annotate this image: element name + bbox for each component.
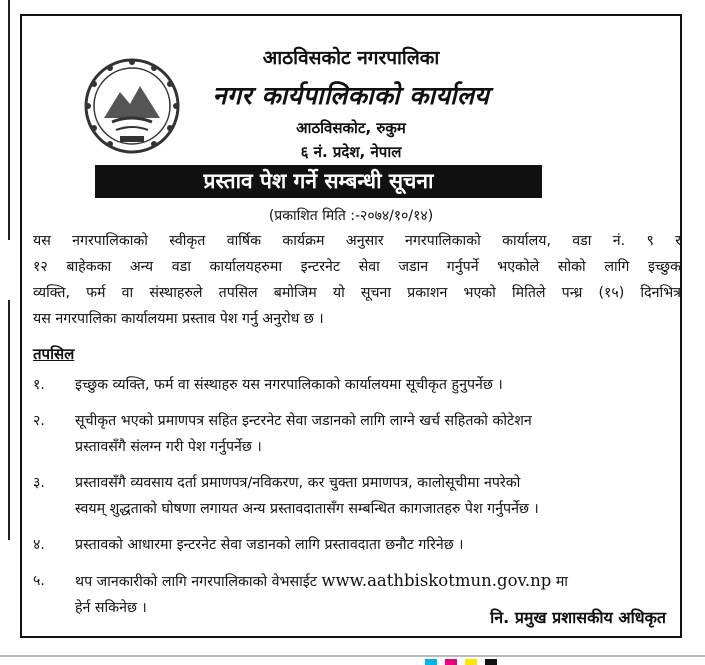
item-text: प्रस्तावसँगै व्यवसाय दर्ता प्रमाणपत्र/नविकरण, कर चुक्ता प्रमाणपत्र, कालोसूचीमा नपरेको — [75, 475, 521, 491]
municipality-name: आठविसकोट नगरपालिका — [262, 47, 440, 69]
item-text: स्वयम् शुद्धताको घोषणा लगायत अन्य प्रस्तावदातासँग सम्बन्धित कागजातहरु पेश गर्नुपर्नेछ । — [75, 501, 539, 517]
website-url[interactable]: www.aathbiskotmun.gov.np — [321, 571, 552, 590]
intro-line: यस नगरपालिका कार्यालयमा प्रस्ताव पेश गर्नु अनुरोध छ । — [33, 311, 324, 327]
list-item — [33, 408, 681, 460]
list-item — [33, 470, 681, 522]
intro-line: यस नगरपालिकाको स्वीकृत वार्षिक कार्यक्रम अनुसार नगरपालिकाको कार्यालय, वडा नं. ९ र — [33, 233, 681, 249]
item-text: इच्छुक व्यक्ति, फर्म वा संस्थाहरु यस नगरपालिकाको कार्यालयमा सूचीकृत हुनुपर्नेछ । — [75, 377, 503, 393]
office-name: नगर कार्यपालिकाको कार्यालय — [212, 81, 490, 110]
cyan-swatch — [425, 659, 437, 665]
list-item — [33, 372, 681, 398]
print-color-marks — [425, 659, 505, 665]
province-label: ६ नं. प्रदेश, नेपाल — [300, 143, 402, 161]
intro-paragraph — [33, 228, 681, 332]
item-number: ५. — [33, 573, 45, 589]
page-edge-rule — [0, 0, 14, 640]
item-text: प्रस्तावको आधारमा इन्टरनेट सेवा जडानको लागि प्रस्तावदाता छनौट गरिनेछ । — [75, 537, 464, 553]
website-prefix: थप जानकारीको लागि नगरपालिकाको वेभसाईट — [75, 574, 322, 590]
published-date: (प्रकाशित मिति :-२०७४/१०/१४) — [268, 208, 434, 224]
item-text: हेर्न सकिनेछ । — [75, 600, 147, 616]
website-suffix: मा — [551, 574, 568, 590]
public-notice — [20, 14, 682, 638]
intro-line: १२ बाहेकका अन्य वडा कार्यालयहरुमा इन्टरनेट सेवा जडान गर्नुपर्ने भएकोले सोको लागि इच्छुक — [33, 259, 681, 275]
yellow-swatch — [465, 659, 477, 665]
notice-title: प्रस्ताव पेश गर्ने सम्बन्धी सूचना — [95, 165, 542, 198]
item-number: २. — [33, 413, 45, 429]
item-text: सूचीकृत भएको प्रमाणपत्र सहित इन्टरनेट सेवा जडानको लागि लाग्ने खर्च सहितको कोटेशन — [75, 413, 532, 429]
item-number: ४. — [33, 537, 45, 553]
signature-title: नि. प्रमुख प्रशासकीय अधिकृत — [490, 608, 666, 627]
intro-line: व्यक्ति, फर्म वा संस्थाहरुले तपसिल बमोजिम यो सूचना प्रकाशन भएको मितिले पन्ध्र (१५) दिनभित्र — [33, 285, 681, 301]
details-list — [33, 372, 681, 631]
item-number: १. — [33, 377, 45, 393]
page-bottom-rule — [0, 655, 705, 657]
magenta-swatch — [445, 659, 457, 665]
office-location: आठविसकोट, रुकुम — [296, 119, 406, 137]
item-number: ३. — [33, 475, 45, 491]
item-text: प्रस्तावसँगै संलग्न गरी पेश गर्नुपर्नेछ । — [75, 439, 262, 455]
item-text-website — [75, 568, 681, 595]
list-item — [33, 532, 681, 558]
black-swatch — [485, 659, 497, 665]
details-heading: तपसिल — [33, 345, 75, 363]
